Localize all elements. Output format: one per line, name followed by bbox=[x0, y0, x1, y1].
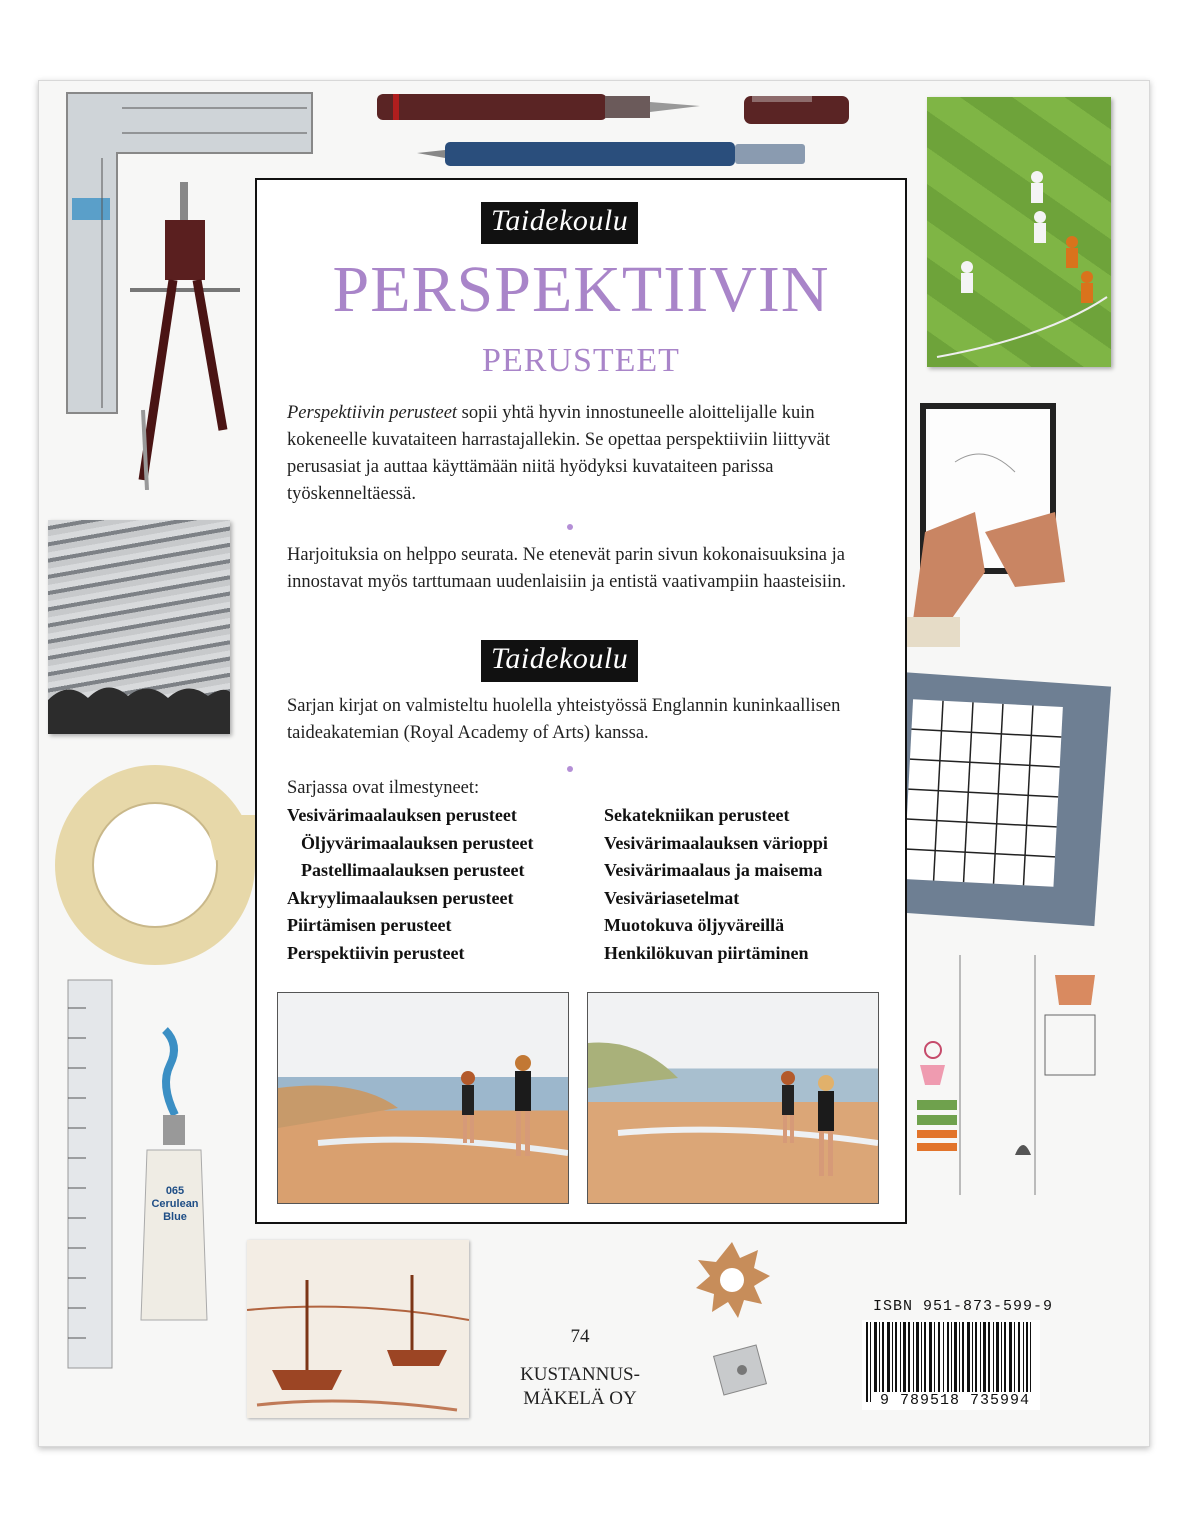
intro-paragraph bbox=[287, 400, 877, 508]
academy-paragraph: Sarjan kirjat on valmisteltu huolella yhteistyössä Englannin kuninkaallisen taideakatemian (Royal Academy of Arts) kanssa. bbox=[287, 696, 841, 743]
book-list-item: Vesiväriasetelmat bbox=[604, 887, 740, 908]
book-list-item: Vesivärimaalauksen perusteet bbox=[287, 805, 517, 825]
boats-sketch bbox=[247, 1240, 469, 1418]
cloud-photo bbox=[48, 520, 230, 734]
intro-text: sopii yhtä hyvin innostuneelle aloittelijalle kuin kokeneelle kuvataiteen harrastajallekin. Se opettaa perspektiiviin liittyvät perusasiat ja auttaa käyttämään niitä hyödyksi kuvataiteen parissa työskenneltäessä. bbox=[287, 403, 830, 504]
separator-dot bbox=[567, 524, 573, 530]
book-list-item: Pastellimaalauksen perusteet bbox=[301, 860, 525, 880]
book-list-item: Sekatekniikan perusteet bbox=[604, 805, 790, 825]
book-list-item: Henkilökuvan piirtäminen bbox=[604, 942, 809, 963]
book-subtitle: PERUSTEET bbox=[482, 342, 680, 379]
frame-hands-icon bbox=[905, 402, 1065, 650]
pen-cap-icon bbox=[742, 92, 852, 128]
publisher-line-2: MÄKELÄ OY bbox=[523, 1388, 637, 1409]
book-list-item: Muotokuva öljyväreillä bbox=[604, 915, 785, 935]
intro-italic: Perspektiivin perusteet bbox=[287, 403, 458, 423]
childrens-drawing-icon bbox=[905, 955, 1115, 1195]
book-list-item: Vesivärimaalauksen värioppi bbox=[604, 832, 828, 853]
masking-tape-icon bbox=[55, 755, 285, 975]
publisher-line-1: KUSTANNUS- bbox=[520, 1364, 640, 1385]
books-left-column bbox=[287, 802, 533, 967]
book-list-item: Öljyvärimaalauksen perusteet bbox=[301, 832, 534, 853]
paint-tube-label: 065 Cerulean Blue bbox=[151, 1185, 199, 1223]
series-heading: Sarjassa ovat ilmestyneet: bbox=[287, 778, 480, 798]
beach-painting-1 bbox=[277, 992, 569, 1204]
series-tag-2: Taidekoulu bbox=[481, 640, 638, 682]
book-list-item: Vesivärimaalaus ja maisema bbox=[604, 860, 823, 880]
book-title: PERSPEKTIIVIN bbox=[332, 253, 830, 326]
isbn-text: ISBN 951-873-599-9 bbox=[873, 1298, 1054, 1315]
technical-pen-icon bbox=[375, 88, 705, 124]
book-list-item: Perspektiivin perusteet bbox=[287, 942, 465, 963]
pencil-shaving-icon bbox=[692, 1240, 772, 1320]
football-photo bbox=[927, 97, 1111, 367]
ruler-icon bbox=[66, 978, 114, 1370]
pencil-sharpener-icon bbox=[710, 1340, 770, 1400]
book-number: 74 bbox=[570, 1326, 590, 1347]
book-list-item: Akryylimaalauksen perusteet bbox=[287, 887, 514, 908]
series-tag: Taidekoulu bbox=[481, 202, 638, 244]
exercises-paragraph: Harjoituksia on helppo seurata. Ne etenevät parin sivun kokonaisuuksina ja innostavat myös tarttumaan uudenlaisiin ja entistä vaativampiin haasteisiin. bbox=[287, 545, 846, 592]
barcode-number: 9 789518 735994 bbox=[880, 1392, 1031, 1409]
books-right-column bbox=[604, 802, 828, 967]
text-panel bbox=[255, 178, 907, 1224]
book-list-item: Piirtämisen perusteet bbox=[287, 915, 452, 935]
paint-tube bbox=[135, 1025, 215, 1325]
compass-icon bbox=[125, 180, 245, 490]
beach-painting-2 bbox=[587, 992, 879, 1204]
separator-dot-2 bbox=[567, 766, 573, 772]
blue-pen-icon bbox=[415, 138, 810, 170]
